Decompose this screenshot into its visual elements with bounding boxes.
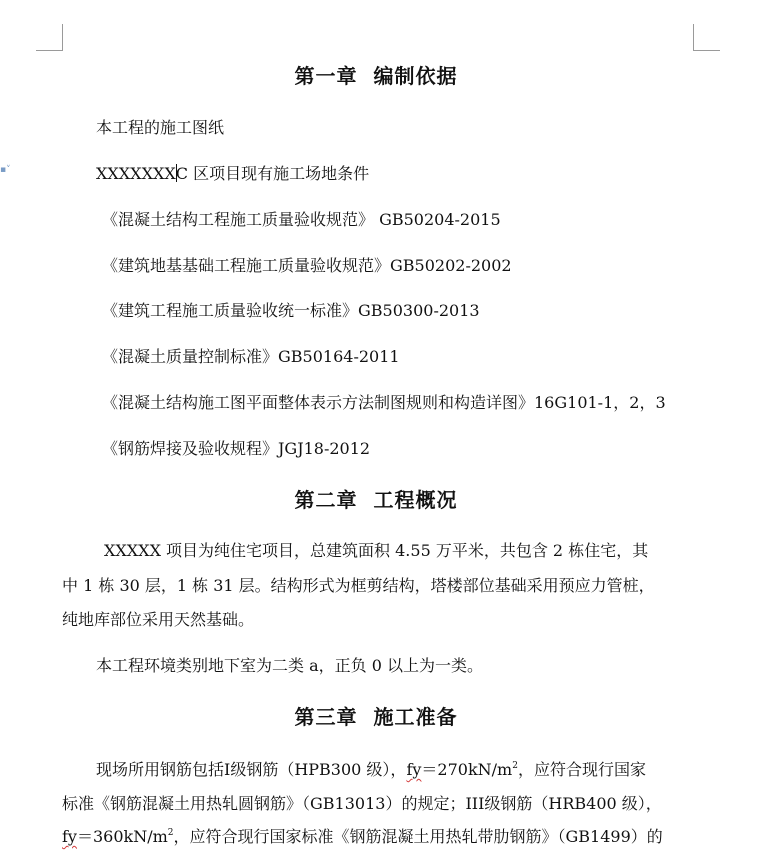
basis-drawings: 本工程的施工图纸 xyxy=(96,118,225,137)
margin-corner-top-right xyxy=(693,24,720,51)
paragraph-marker-icon: ▪˅ xyxy=(0,165,11,175)
site-prefix: XXXXXXX xyxy=(96,164,176,183)
reference-item: 《混凝土质量控制标准》GB50164-2011 xyxy=(102,347,400,366)
basis-site-conditions xyxy=(96,161,369,184)
environment-paragraph: 本工程环境类别地下室为二类 a，正负 0 以上为一类。 xyxy=(96,656,483,675)
spellcheck-word: fy xyxy=(62,827,77,846)
reference-item: 《混凝土结构施工图平面整体表示方法制图规则和构造详图》16G101-1，2，3 xyxy=(102,393,666,412)
site-suffix: C 区项目现有施工场地条件 xyxy=(175,164,370,183)
chapter-1-heading: 第一章 编制依据 xyxy=(294,64,458,88)
spellcheck-word: fy xyxy=(406,760,422,779)
chapter-3-heading: 第三章 施工准备 xyxy=(294,705,458,729)
prep-paragraph-line: 现场所用钢筋包括Ⅰ级钢筋（HPB300 级），$fy=270kN/m^2$，应符合现行国家 xyxy=(96,760,646,779)
reference-item: 《建筑工程施工质量验收统一标准》GB50300-2013 xyxy=(102,301,480,320)
reference-item: 《钢筋焊接及验收规程》JGJ18-2012 xyxy=(102,439,371,458)
margin-corner-top-left xyxy=(36,24,63,51)
overview-paragraph-line: 纯地库部位采用天然基础。 xyxy=(62,610,255,629)
prep-paragraph-line: $fy=360kN/m^2$，应符合现行国家标准《钢筋混凝土用热轧带肋钢筋》（GB1499）的 xyxy=(62,827,663,846)
chapter-2-heading: 第二章 工程概况 xyxy=(294,488,458,512)
overview-paragraph-line: 中 1 栋 30 层，1 栋 31 层。结构形式为框剪结构，塔楼部位基础采用预应力管桩， xyxy=(62,576,655,595)
reference-item: 《混凝土结构工程施工质量验收规范》 GB50204-2015 xyxy=(102,210,501,229)
prep-paragraph-line: 标准《钢筋混凝土用热轧圆钢筋》（GB13013）的规定；III级钢筋（HRB400 级）， xyxy=(62,794,662,813)
reference-item: 《建筑地基基础工程施工质量验收规范》GB50202-2002 xyxy=(102,256,512,275)
overview-paragraph-line: XXXXX 项目为纯住宅项目，总建筑面积 4.55 万平米，共包含 2 栋住宅，其 xyxy=(104,541,649,560)
